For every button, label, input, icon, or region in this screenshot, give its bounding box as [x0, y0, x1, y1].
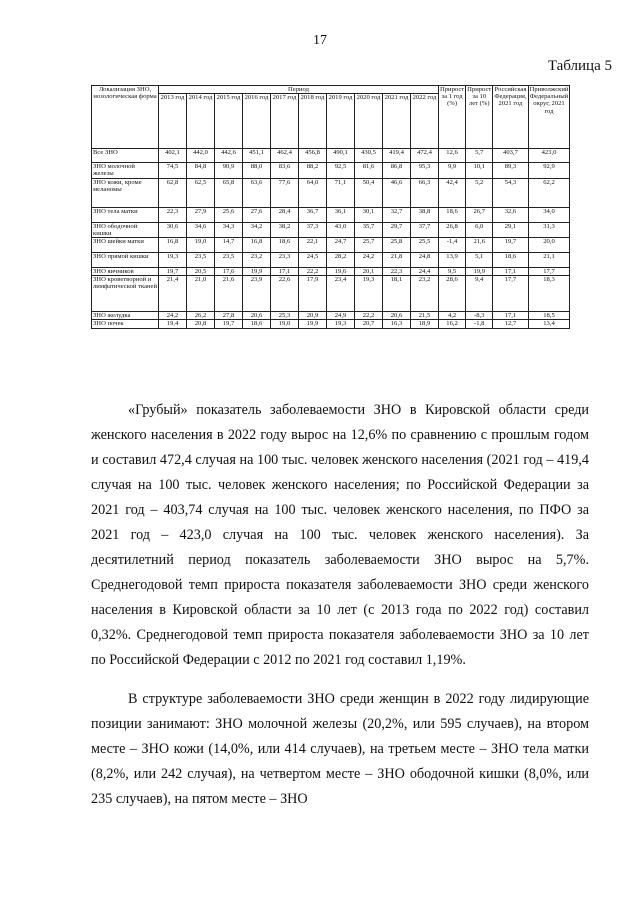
table-cell: 18,6 — [271, 238, 299, 253]
table-cell: 462,4 — [271, 149, 299, 163]
table-cell: 20,6 — [383, 312, 411, 320]
header-period: Период — [159, 86, 439, 94]
row-label: ЗНО молочной железы — [92, 163, 159, 178]
statistics-table — [91, 85, 570, 329]
table-cell: 21,1 — [528, 253, 570, 268]
table-cell: 20,5 — [187, 268, 215, 276]
header-year: 2013 год — [159, 94, 187, 149]
table-cell: 38,2 — [271, 222, 299, 237]
table-cell: 19,3 — [159, 253, 187, 268]
paragraph-incidence-structure: В структуре заболеваемости ЗНО среди женщин в 2022 году лидирующие позиции занимают: ЗНО молочной железы (20,2%, или 595 случаев), на втором месте – ЗНО кожи (14,0%, или 414 случаев), на третьем месте – ЗНО тела матки (8,2%, или 242 случая), на четвертом месте – ЗНО ободочной кишки (8,0%, или 235 случаев), на пятом месте – ЗНО — [91, 691, 589, 807]
table-cell: 419,4 — [383, 149, 411, 163]
paragraph-incidence-rate: «Грубый» показатель заболеваемости ЗНО в Кировской области среди женского населения в 2022 году вырос на 12,6% по сравнению с прошлым годом и составил 472,4 случая на 100 тыс. человек женского населения (2021 год – 419,4 случая на 100 тыс. человек женского населения; по Российской Федерации за 2021 год – 403,74 случая на 100 тыс. человек женского населения, по ПФО за 2021 год – 423,0 случая на 100 тыс. человек женского населения). За десятилетний период показатель заболеваемости ЗНО вырос на 5,7%. Среднегодовой темп прироста показателя заболеваемости ЗНО среди женского населения в Кировской области за 10 лет (с 2013 года по 2022 год) составил 0,32%. Среднегодовой темп прироста показателя заболеваемости ЗНО за 10 лет по Российской Федерации с 2012 по 2021 год составил 1,19%. — [91, 402, 589, 668]
table-cell: 29,1 — [493, 222, 528, 237]
table-cell: 21,8 — [383, 253, 411, 268]
table-cell: 27,8 — [215, 312, 243, 320]
body-text — [91, 398, 589, 812]
table-cell: 451,1 — [243, 149, 271, 163]
table-cell: 28,6 — [439, 276, 466, 312]
table-cell: 30,1 — [355, 207, 383, 222]
table-cell: 24,7 — [327, 238, 355, 253]
table-cell: 17,1 — [271, 268, 299, 276]
table-cell: 23,9 — [243, 276, 271, 312]
table-cell: 12,7 — [493, 320, 528, 328]
table-cell: 74,5 — [159, 163, 187, 178]
table-cell: 19,9 — [299, 320, 327, 328]
table-cell: 66,3 — [411, 178, 439, 207]
table-cell: 50,4 — [355, 178, 383, 207]
table-cell: 20,1 — [355, 268, 383, 276]
table-row — [92, 238, 570, 253]
table-cell: 19,7 — [493, 238, 528, 253]
table-cell: 17,7 — [493, 276, 528, 312]
table-row — [92, 207, 570, 222]
table-cell: 17,1 — [493, 312, 528, 320]
table-header — [92, 86, 570, 149]
table-cell: 89,3 — [493, 163, 528, 178]
table-cell: 38,8 — [411, 207, 439, 222]
table-cell: 19,9 — [243, 268, 271, 276]
table-cell: 20,6 — [243, 312, 271, 320]
table-cell: 34,2 — [243, 222, 271, 237]
table-cell: 19,3 — [327, 320, 355, 328]
table-cell: 21,0 — [187, 276, 215, 312]
table-cell: 25,7 — [355, 238, 383, 253]
table-cell: 22,3 — [383, 268, 411, 276]
header-year: 2021 год — [383, 94, 411, 149]
table-cell: 34,3 — [215, 222, 243, 237]
table-cell: 31,3 — [528, 222, 570, 237]
table-cell: 22,3 — [159, 207, 187, 222]
table-cell: 423,0 — [528, 149, 570, 163]
table-cell: 403,7 — [493, 149, 528, 163]
table-cell: 16,2 — [439, 320, 466, 328]
table-cell: 12,6 — [439, 149, 466, 163]
table-cell: 21,5 — [411, 312, 439, 320]
table-cell: 36,1 — [327, 207, 355, 222]
table-cell: 13,9 — [439, 253, 466, 268]
table-cell: 92,9 — [528, 163, 570, 178]
page-number: 17 — [313, 33, 327, 48]
table-row — [92, 149, 570, 163]
header-year: 2017 год — [271, 94, 299, 149]
table-cell: 472,4 — [411, 149, 439, 163]
table-cell: 65,8 — [215, 178, 243, 207]
table-cell: 86,8 — [383, 163, 411, 178]
table-cell: 43,0 — [327, 222, 355, 237]
table-cell: 5,7 — [466, 149, 493, 163]
table-cell: 19,7 — [215, 320, 243, 328]
table-cell: 32,7 — [383, 207, 411, 222]
table-cell: 23,3 — [271, 253, 299, 268]
table-cell: -1,4 — [439, 238, 466, 253]
table-cell: 18,1 — [383, 276, 411, 312]
table-cell: 95,3 — [411, 163, 439, 178]
table-cell: 442,6 — [215, 149, 243, 163]
table-cell: 490,1 — [327, 149, 355, 163]
table-cell: 62,2 — [528, 178, 570, 207]
row-label: ЗНО кожи, кроме меланомы — [92, 178, 159, 207]
table-cell: 22,1 — [299, 238, 327, 253]
table-cell: 6,0 — [466, 222, 493, 237]
table-cell: 19,4 — [159, 320, 187, 328]
table-cell: 36,7 — [299, 207, 327, 222]
table-row — [92, 312, 570, 320]
table-cell: 25,5 — [411, 238, 439, 253]
table-cell: -1,8 — [466, 320, 493, 328]
table-cell: 19,3 — [355, 276, 383, 312]
table-cell: 9,5 — [439, 268, 466, 276]
table-cell: 16,8 — [159, 238, 187, 253]
statistics-table-wrapper — [91, 85, 570, 329]
table-cell: 90,9 — [215, 163, 243, 178]
table-cell: 13,4 — [528, 320, 570, 328]
table-cell: 24,2 — [355, 253, 383, 268]
table-cell: 23,4 — [327, 276, 355, 312]
table-cell: 5,2 — [466, 178, 493, 207]
table-cell: 35,7 — [355, 222, 383, 237]
table-cell: 14,7 — [215, 238, 243, 253]
table-cell: 46,6 — [383, 178, 411, 207]
header-volga-federal-district: Приволжский Федеральный округ, 2021 год — [528, 86, 570, 149]
table-cell: 20,8 — [187, 320, 215, 328]
table-cell: 21,6 — [466, 238, 493, 253]
table-cell: 29,7 — [383, 222, 411, 237]
row-label: ЗНО шейки матки — [92, 238, 159, 253]
table-body — [92, 149, 570, 328]
header-year: 2019 год — [327, 94, 355, 149]
table-cell: 25,8 — [383, 238, 411, 253]
table-cell: 430,5 — [355, 149, 383, 163]
table-cell: 26,7 — [466, 207, 493, 222]
row-label: ЗНО ободочной кишки — [92, 222, 159, 237]
table-cell: 19,9 — [466, 268, 493, 276]
table-cell: 18,3 — [528, 276, 570, 312]
table-cell: 71,1 — [327, 178, 355, 207]
header-year: 2018 год — [299, 94, 327, 149]
table-cell: 19,6 — [327, 268, 355, 276]
header-localization: Локализация ЗНО, нозологическая форма — [92, 86, 159, 149]
table-cell: 21,4 — [159, 276, 187, 312]
table-row — [92, 163, 570, 178]
table-cell: 22,2 — [355, 312, 383, 320]
table-cell: 24,9 — [327, 312, 355, 320]
table-cell: 5,1 — [466, 253, 493, 268]
table-cell: 27,9 — [187, 207, 215, 222]
table-cell: 63,6 — [243, 178, 271, 207]
table-cell: 18,6 — [493, 253, 528, 268]
table-cell: 88,2 — [299, 163, 327, 178]
table-cell: 83,6 — [271, 163, 299, 178]
header-growth-10-years: Прирост за 10 лет (%) — [466, 86, 493, 149]
table-caption: Таблица 5 — [547, 58, 612, 74]
table-row — [92, 253, 570, 268]
table-cell: 30,6 — [159, 222, 187, 237]
header-growth-1-year: Прирост за 1 год (%) — [439, 86, 466, 149]
header-year: 2016 год — [243, 94, 271, 149]
table-cell: 64,0 — [299, 178, 327, 207]
header-year: 2014 год — [187, 94, 215, 149]
table-cell: 456,8 — [299, 149, 327, 163]
table-cell: 23,2 — [243, 253, 271, 268]
row-label: ЗНО яичников — [92, 268, 159, 276]
table-cell: 25,6 — [215, 207, 243, 222]
table-cell: 9,4 — [466, 276, 493, 312]
table-cell: 17,6 — [215, 268, 243, 276]
table-cell: 24,8 — [411, 253, 439, 268]
table-cell: 17,7 — [528, 268, 570, 276]
table-cell: 21,6 — [215, 276, 243, 312]
table-cell: 20,0 — [528, 238, 570, 253]
table-cell: 18,6 — [243, 320, 271, 328]
table-cell: 18,5 — [528, 312, 570, 320]
table-cell: 18,6 — [439, 207, 466, 222]
table-cell: 19,0 — [187, 238, 215, 253]
header-year: 2015 год — [215, 94, 243, 149]
table-cell: 16,8 — [243, 238, 271, 253]
table-cell: 16,3 — [383, 320, 411, 328]
table-cell: 22,2 — [299, 268, 327, 276]
header-russian-federation: Российская Федерация, 2021 год — [493, 86, 528, 149]
table-row — [92, 178, 570, 207]
table-cell: 62,5 — [187, 178, 215, 207]
row-label: ЗНО кроветворной и лимфатической тканей — [92, 276, 159, 312]
table-cell: 23,5 — [215, 253, 243, 268]
table-cell: 17,1 — [493, 268, 528, 276]
table-cell: 23,2 — [411, 276, 439, 312]
table-cell: 84,8 — [187, 163, 215, 178]
table-cell: 22,6 — [271, 276, 299, 312]
table-row — [92, 222, 570, 237]
table-cell: 19,7 — [159, 268, 187, 276]
row-label: ЗНО желудка — [92, 312, 159, 320]
table-cell: 9,9 — [439, 163, 466, 178]
table-cell: 34,6 — [187, 222, 215, 237]
table-cell: 37,3 — [299, 222, 327, 237]
table-row — [92, 268, 570, 276]
table-row — [92, 276, 570, 312]
table-cell: 34,0 — [528, 207, 570, 222]
table-cell: 24,2 — [159, 312, 187, 320]
table-cell: 37,7 — [411, 222, 439, 237]
table-row — [92, 320, 570, 328]
header-year: 2022 год — [411, 94, 439, 149]
table-cell: 26,8 — [439, 222, 466, 237]
table-cell: -8,3 — [466, 312, 493, 320]
table-cell: 26,2 — [187, 312, 215, 320]
table-cell: 18,9 — [411, 320, 439, 328]
table-cell: 24,4 — [411, 268, 439, 276]
table-cell: 17,9 — [299, 276, 327, 312]
table-cell: 4,2 — [439, 312, 466, 320]
row-label: Все ЗНО — [92, 149, 159, 163]
table-cell: 28,4 — [271, 207, 299, 222]
table-cell: 62,8 — [159, 178, 187, 207]
table-cell: 42,4 — [439, 178, 466, 207]
header-year: 2020 год — [355, 94, 383, 149]
table-cell: 402,1 — [159, 149, 187, 163]
table-cell: 20,7 — [355, 320, 383, 328]
table-cell: 19,0 — [271, 320, 299, 328]
table-cell: 32,6 — [493, 207, 528, 222]
table-cell: 88,0 — [243, 163, 271, 178]
table-cell: 77,6 — [271, 178, 299, 207]
row-label: ЗНО тела матки — [92, 207, 159, 222]
table-cell: 28,2 — [327, 253, 355, 268]
table-cell: 92,5 — [327, 163, 355, 178]
table-cell: 20,9 — [299, 312, 327, 320]
row-label: ЗНО почек — [92, 320, 159, 328]
table-cell: 24,5 — [299, 253, 327, 268]
table-cell: 54,3 — [493, 178, 528, 207]
table-cell: 442,0 — [187, 149, 215, 163]
row-label: ЗНО прямой кишки — [92, 253, 159, 268]
table-cell: 27,6 — [243, 207, 271, 222]
table-cell: 25,3 — [271, 312, 299, 320]
table-cell: 23,5 — [187, 253, 215, 268]
table-cell: 10,1 — [466, 163, 493, 178]
table-cell: 81,6 — [355, 163, 383, 178]
